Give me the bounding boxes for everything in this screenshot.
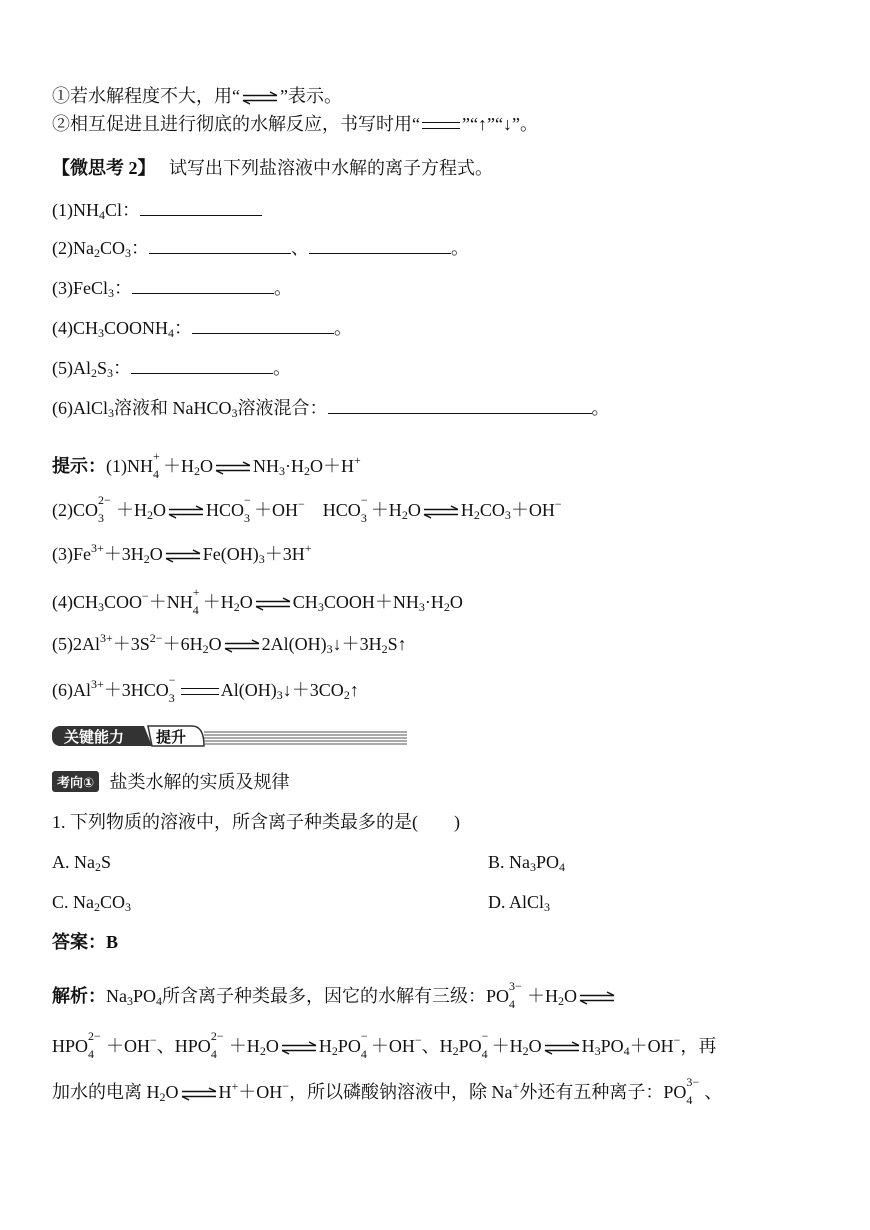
answer-blank[interactable]	[131, 357, 273, 374]
answer-blank[interactable]	[328, 397, 592, 414]
reversible-arrow-icon	[280, 1041, 318, 1055]
note-reversible: ①若水解程度不大，用“ ”表示。	[52, 86, 342, 106]
reversible-arrow-icon	[241, 91, 279, 105]
answer-blank[interactable]	[140, 199, 262, 216]
option-a[interactable]: A. $Na_2S$	[52, 852, 112, 874]
reversible-arrow-icon	[214, 461, 252, 475]
banner-left-text: 关键能力	[64, 728, 125, 746]
reversible-arrow-icon	[164, 549, 202, 563]
hint-6: $(6)Al^{3+}+3HCO$ − 3 $Al(OH)_3↓+3CO_2↑$	[52, 673, 359, 705]
note-complete-hydrolysis: ②相互促进且进行彻底的水解反应，书写时用“ ”“↑”“↓”。	[52, 114, 538, 134]
question-4: $(4)CH_3COONH_4$： 。	[52, 318, 353, 340]
option-b[interactable]: B. $Na_3PO_4$	[488, 852, 566, 874]
hint-3: $(3)Fe^{3+}+3H_2O$ $Fe(OH)_3+3H^+$	[52, 541, 312, 566]
question-5: $(5)Al_2S_3$： 。	[52, 358, 292, 380]
hint-4: $(4)CH_3COO^-+NH$ + 4 $+H_2O$ $CH_3COOH+NH_3\cdot H_2O$	[52, 585, 463, 617]
question-2: $(2)Na_2CO_3$： 、 。	[52, 238, 469, 260]
reversible-arrow-icon	[223, 639, 261, 653]
analysis-line-2: HPO 2− 4 ＋OH−、HPO 2− 4 $+H_2O$ $H_2PO$ − 4 ＋OH−、$H_2PO$ − 4 $+H_2O$ $H_3PO_4+OH^-$，再	[52, 1029, 717, 1061]
banner-right-text: 提升	[156, 728, 187, 746]
section-banner	[52, 724, 407, 748]
question-6: (6)AlCl$_3$溶液和 NaHCO$_3$溶液混合： 。	[52, 398, 610, 420]
direction-badge: 考向①	[52, 771, 99, 792]
analysis-line-3: 加水的电离 $H_2O$ H+＋OH−，所以磷酸钠溶液中，除 Na+外还有五种离子：PO 3− 4 、	[52, 1075, 723, 1107]
reversible-arrow-icon	[578, 991, 616, 1005]
reversible-arrow-icon	[543, 1041, 581, 1055]
hint-5: $(5)2Al^{3+}+3S^{2-}+6H_2O$ $2Al(OH)_3↓+3H_2S↑$	[52, 631, 407, 656]
answer-line: 答案：B	[52, 932, 119, 952]
section-title: 盐类水解的实质及规律	[109, 772, 290, 793]
reversible-arrow-icon	[254, 597, 292, 611]
section-heading	[52, 768, 290, 794]
answer-blank[interactable]	[192, 317, 334, 334]
hint-1: 提示：(1)NH + 4 $+H_2O$ $NH_3\cdot H_2O+H^+$	[52, 449, 361, 481]
option-d[interactable]: D. AlCl$_3$	[488, 892, 551, 914]
reversible-arrow-icon	[180, 1087, 218, 1101]
equal-sign-icon	[422, 120, 460, 132]
answer-blank[interactable]	[132, 277, 274, 294]
think-question: 【微思考 2】 试写出下列盐溶液中水解的离子方程式。	[52, 158, 493, 178]
equal-sign-icon	[181, 686, 219, 698]
analysis-line-1: 解析：$Na_3PO_4$所含离子种类最多，因它的水解有三级：PO 3− 4 $+H_2O$	[52, 984, 617, 1013]
question-1: $(1)NH_4Cl$：	[52, 198, 262, 227]
reversible-arrow-icon	[167, 505, 205, 519]
answer-blank[interactable]	[309, 237, 451, 254]
option-c[interactable]: C. $Na_2CO_3$	[52, 892, 132, 914]
question-3: (3)FeCl$_3$： 。	[52, 278, 292, 300]
answer-blank[interactable]	[149, 237, 291, 254]
reversible-arrow-icon	[422, 505, 460, 519]
question-text: 1. 下列物质的溶液中，所含离子种类最多的是( )	[52, 812, 460, 832]
hint-2: (2)CO 2− 3 $+H_2O$ HCO − 3 ＋OH− HCO − 3 $+H_2O$ $H_2CO_3+OH^-$	[52, 493, 562, 525]
